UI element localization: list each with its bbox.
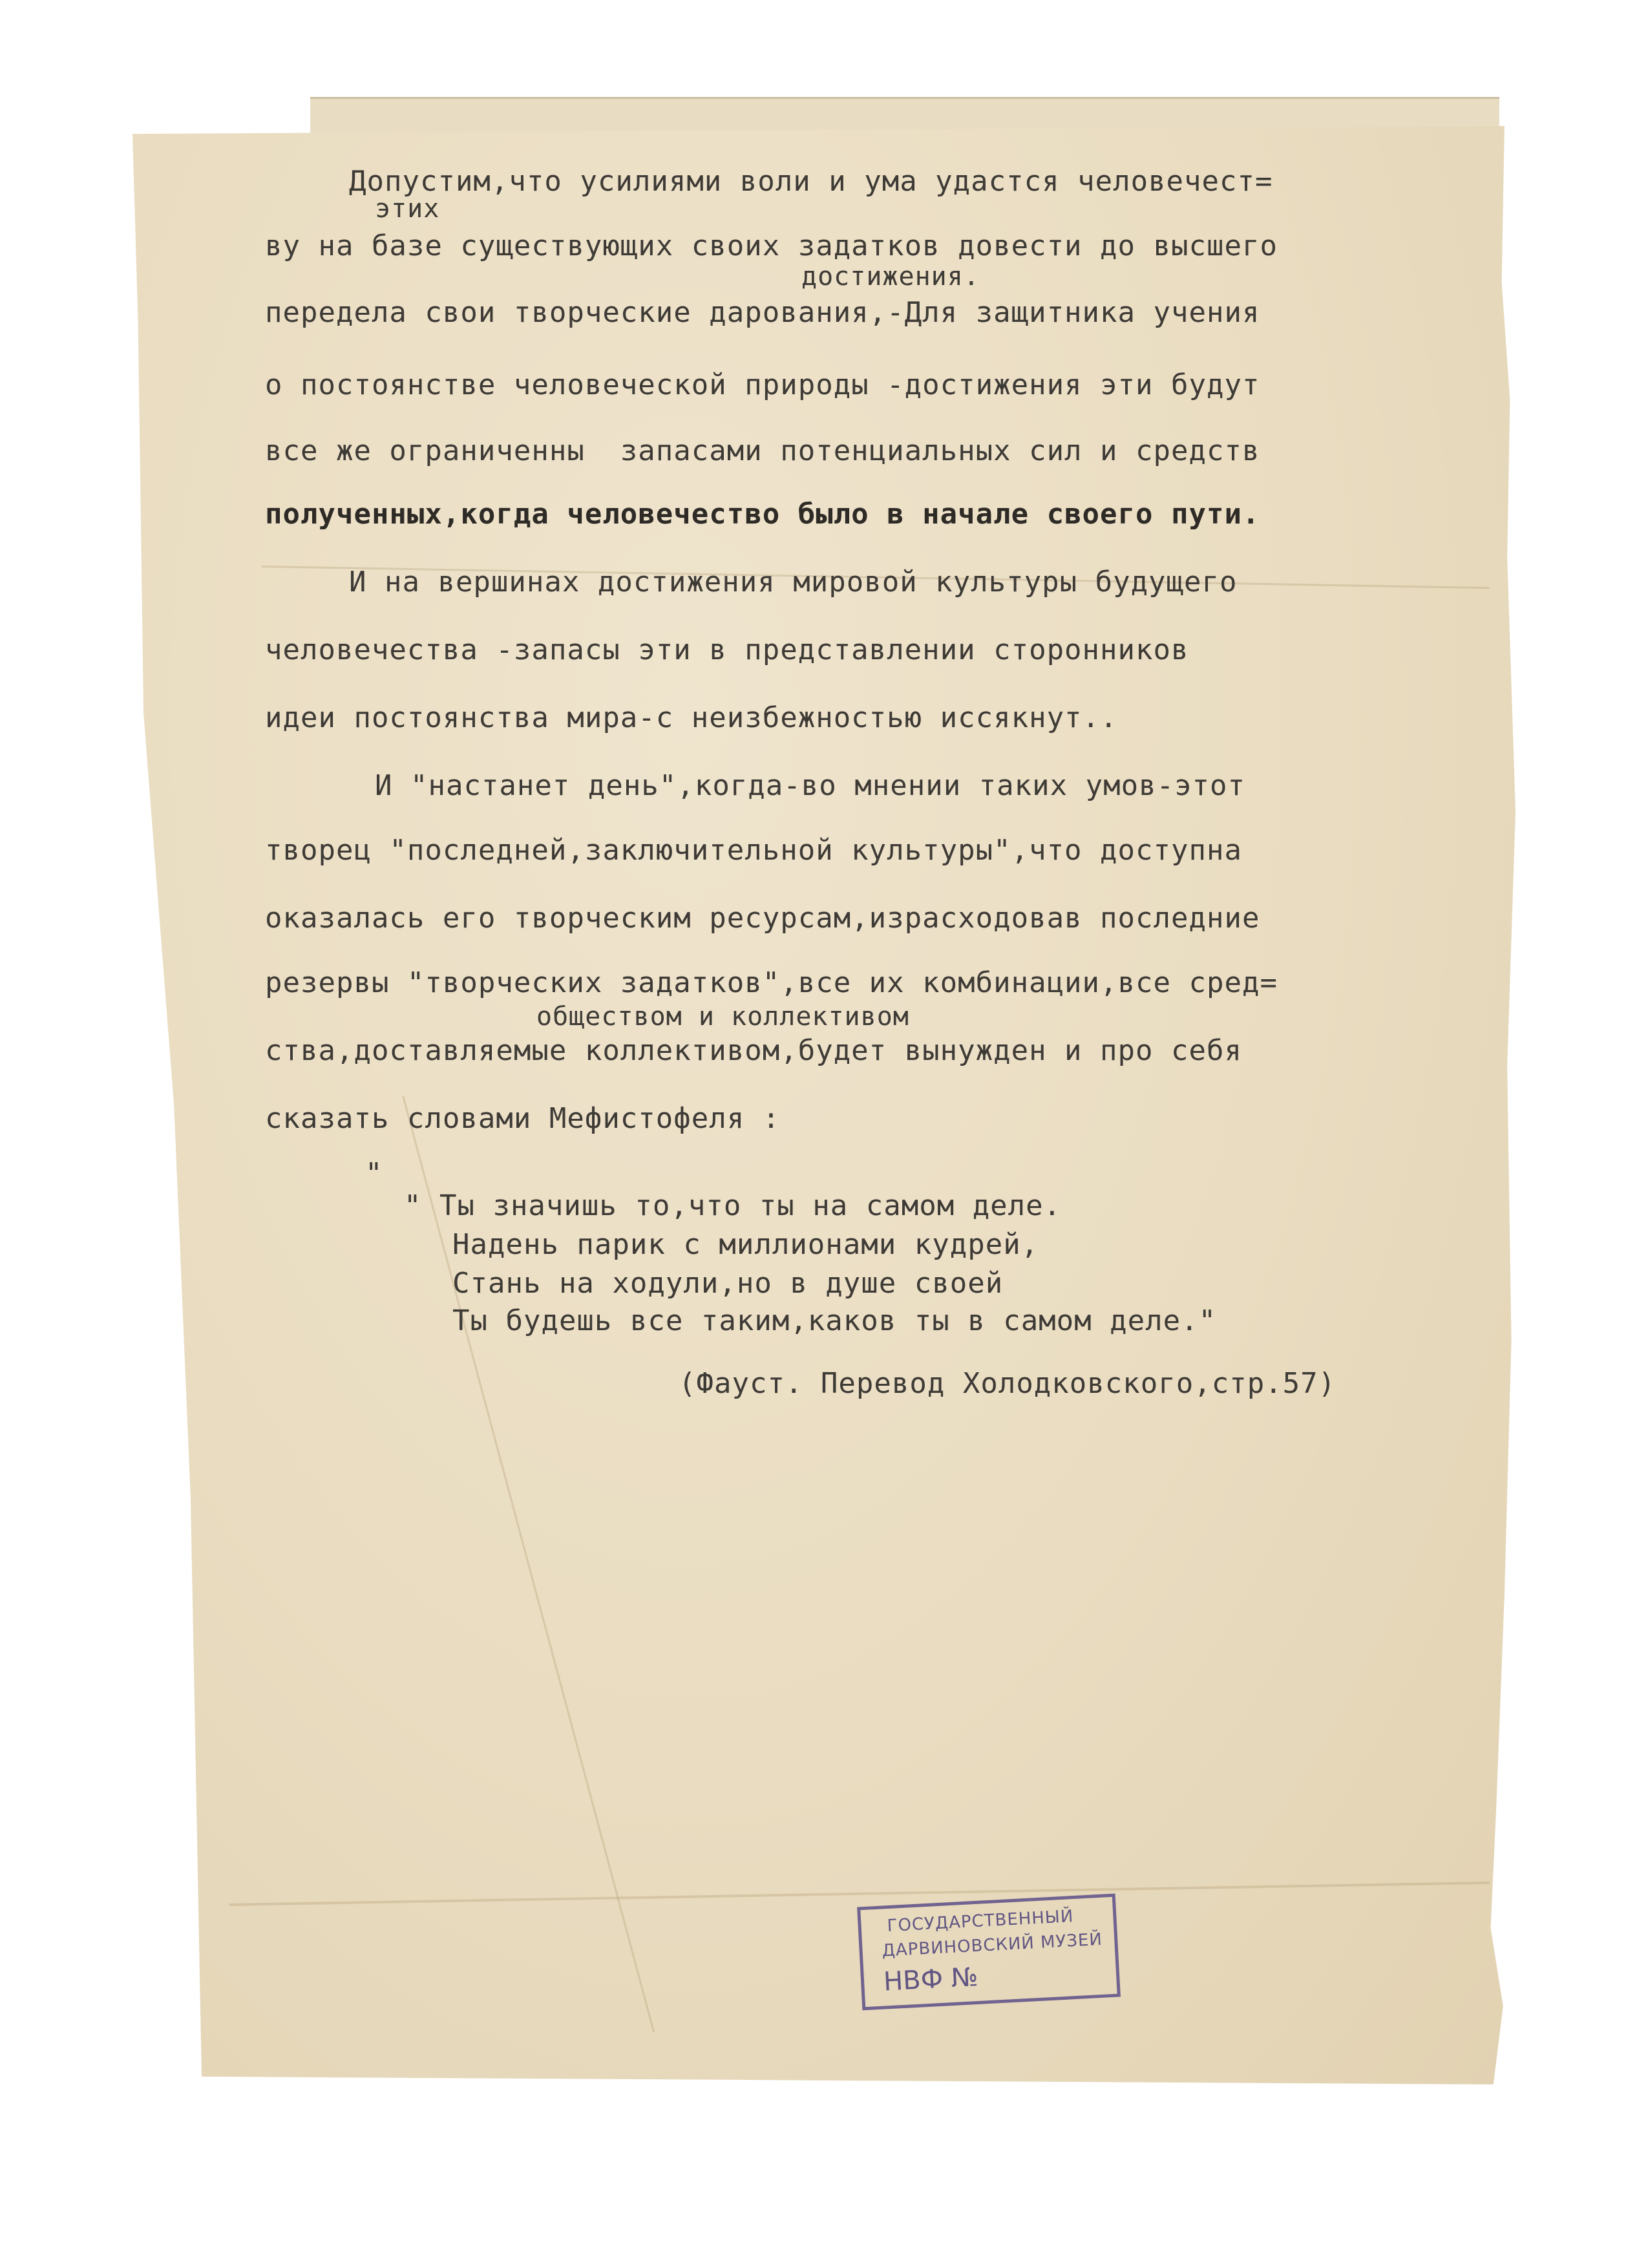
quote-mark: " <box>365 1157 383 1190</box>
stamp-line: ДАРВИНОВСКИЙ МУЗЕЙ <box>881 1929 1103 1961</box>
text-line: ства,доставляемые коллективом,будет вынужден и про себя <box>265 1034 1242 1067</box>
text-line: И "настанет день",когда-во мнении таких умов-этот <box>375 769 1246 802</box>
text-line: резервы "творческих задатков",все их комбинации,все сред= <box>265 966 1278 999</box>
text-line: творец "последней,заключительной культуры",что доступна <box>265 834 1242 867</box>
handwritten-insert: достижения. <box>801 262 980 291</box>
text-line: Допустим,что усилиями воли и ума удастся человечест= <box>349 165 1273 198</box>
text-line: ву на базе существующих своих задатков довести до высшего <box>265 229 1278 262</box>
quote-line: Надень парик с миллионами кудрей, <box>452 1228 1039 1261</box>
text-line: идеи постоянства мира-с неизбежностью иссякнут.. <box>265 701 1118 734</box>
museum-stamp <box>857 1894 1121 2011</box>
stamp-line: НВФ № <box>883 1962 979 1997</box>
quote-line: Стань на ходули,но в душе своей <box>452 1267 1004 1300</box>
handwritten-insert: обществом и коллективом <box>536 1002 909 1032</box>
stamp-line: ГОСУДАРСТВЕННЫЙ <box>886 1907 1074 1936</box>
text-line: передела свои творческие дарования,-Для защитника учения <box>265 296 1260 329</box>
text-line: сказать словами Мефистофеля : <box>265 1102 781 1135</box>
overtyped-line: полученных,когда человечество было в начале своего пути. <box>265 498 1260 531</box>
citation: (Фауст. Перевод Холодковского,стр.57) <box>679 1367 1336 1400</box>
text-line: И на вершинах достижения мировой культуры будущего <box>349 566 1238 599</box>
text-line: о постоянстве человеческой природы -достижения эти будут <box>265 368 1260 401</box>
text-line: все же ограниченны запасами потенциальных сил и средств <box>265 434 1260 467</box>
text-line: человечества -запасы эти в представлении сторонников <box>265 633 1189 666</box>
quote-line: " Ты значишь то,что ты на самом деле. <box>404 1189 1062 1222</box>
handwritten-insert: этих <box>375 194 440 224</box>
quote-line: Ты будешь все таким,каков ты в самом деле." <box>452 1304 1217 1337</box>
paper-crease <box>229 1881 1490 1906</box>
text-line: оказалась его творческим ресурсам,израсходовав последние <box>265 902 1260 935</box>
